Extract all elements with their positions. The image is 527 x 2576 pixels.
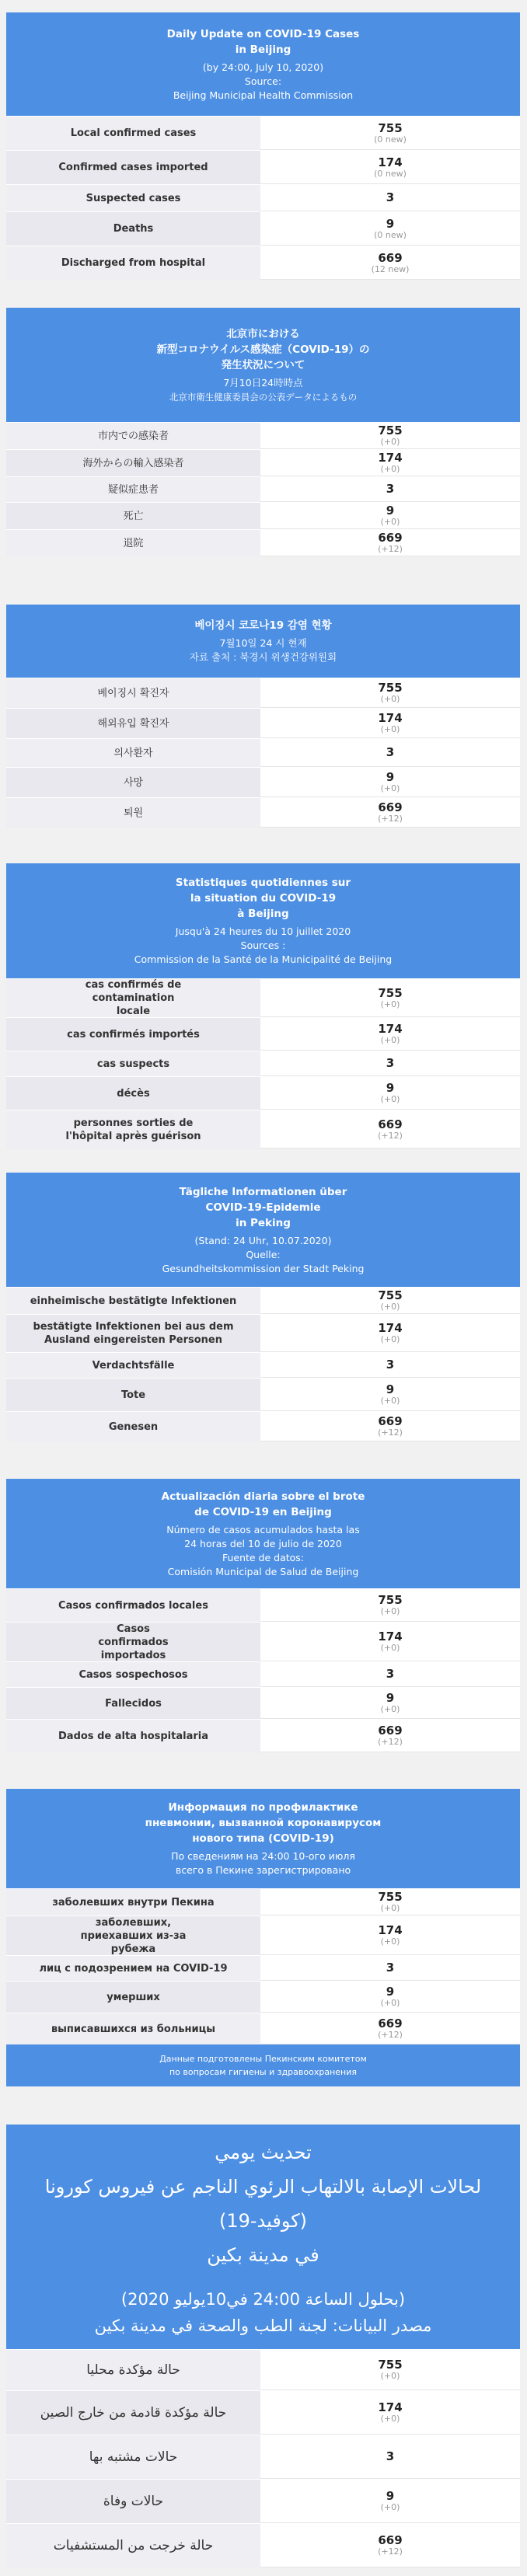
stats-table xyxy=(6,1588,520,1752)
card-subtitle: مصدر البيانات: لجنة الطب والصحة في مدينة بكين xyxy=(94,2316,432,2335)
card-title: Информация по профилактике xyxy=(168,1801,358,1814)
value-change: (+0) xyxy=(380,1035,400,1045)
row-value xyxy=(260,1412,520,1441)
card-title: de COVID-19 en Beijing xyxy=(194,1505,332,1518)
row-label: Genesen xyxy=(6,1412,260,1441)
row-value xyxy=(260,709,520,738)
row-value xyxy=(260,151,520,184)
row-value xyxy=(260,1315,520,1352)
value-number: 174 xyxy=(378,451,403,465)
value-number: 174 xyxy=(378,711,403,725)
row-label: 海外からの輸入感染者 xyxy=(6,450,260,476)
row-value xyxy=(260,2435,520,2479)
row-label: 市内での感染者 xyxy=(6,423,260,449)
value-number: 174 xyxy=(378,1923,403,1937)
row-value xyxy=(260,2350,520,2390)
value-number: 755 xyxy=(378,1593,403,1607)
row-value xyxy=(260,450,520,476)
row-value xyxy=(260,1916,520,1955)
table-row xyxy=(6,738,520,767)
stats-table xyxy=(6,116,520,280)
value-change: (+12) xyxy=(378,2030,403,2040)
value-change: (+0) xyxy=(380,1998,400,2008)
table-row xyxy=(6,502,520,529)
value-number: 9 xyxy=(386,216,395,231)
row-label: cas confirmés de contamination locale xyxy=(6,979,260,1017)
row-label: Dados de alta hospitalaria xyxy=(6,1720,260,1752)
card-english xyxy=(6,12,520,280)
value-change: (+0) xyxy=(380,1094,400,1104)
card-title: la situation du COVID-19 xyxy=(190,892,337,905)
stats-table xyxy=(6,2349,520,2567)
card-footer xyxy=(6,2044,520,2086)
value-number: 3 xyxy=(386,190,395,204)
table-row xyxy=(6,1110,520,1149)
table-row xyxy=(6,1314,520,1352)
table-row xyxy=(6,1352,520,1378)
card-title: Actualización diaria sobre el brote xyxy=(161,1490,365,1503)
row-value xyxy=(260,1110,520,1149)
value-change: (0 new) xyxy=(374,168,407,179)
value-number: 669 xyxy=(378,250,403,265)
card-japanese xyxy=(6,308,520,556)
value-number: 669 xyxy=(378,2017,403,2030)
card-title: Tägliche Informationen über xyxy=(179,1185,347,1198)
table-row xyxy=(6,1378,520,1411)
row-value xyxy=(260,1982,520,2013)
value-change: (+0) xyxy=(380,1903,400,1913)
table-row xyxy=(6,1687,520,1719)
card-subtitle: 24 horas del 10 de julio de 2020 xyxy=(184,1537,342,1549)
table-row xyxy=(6,767,520,797)
card-german xyxy=(6,1173,520,1441)
value-change: (+0) xyxy=(380,1936,400,1947)
row-value xyxy=(260,1688,520,1719)
value-number: 9 xyxy=(386,1382,395,1396)
value-change: (+0) xyxy=(380,1396,400,1406)
value-change: (+0) xyxy=(380,1302,400,1312)
card-russian xyxy=(6,1789,520,2086)
row-value xyxy=(260,2480,520,2523)
value-number: 669 xyxy=(378,1414,403,1428)
card-header xyxy=(6,12,520,116)
row-label: Suspected cases xyxy=(6,185,260,211)
value-number: 755 xyxy=(378,424,403,437)
row-label: Local confirmed cases xyxy=(6,117,260,150)
value-number: 3 xyxy=(386,2449,395,2463)
card-korean xyxy=(6,605,520,828)
table-row xyxy=(6,211,520,246)
stats-table xyxy=(6,978,520,1149)
value-number: 669 xyxy=(378,800,403,814)
row-value xyxy=(260,1889,520,1915)
table-row xyxy=(6,1981,520,2013)
row-label: einheimische bestätigte Infektionen xyxy=(6,1288,260,1314)
row-label: cas confirmés importés xyxy=(6,1018,260,1051)
card-title: нового типа (COVID-19) xyxy=(192,1832,334,1845)
table-row xyxy=(6,150,520,184)
row-value xyxy=(260,1051,520,1076)
table-row xyxy=(6,1051,520,1076)
value-number: 755 xyxy=(378,681,403,695)
value-change: (12 new) xyxy=(371,263,410,274)
row-value xyxy=(260,1353,520,1378)
value-number: 669 xyxy=(378,531,403,545)
value-change: (+12) xyxy=(378,814,403,824)
card-spanish xyxy=(6,1479,520,1752)
row-label: заболевших внутри Пекина xyxy=(6,1889,260,1915)
card-title: COVID-19-Epidemie xyxy=(205,1201,321,1214)
row-label: Casos confirmados locales xyxy=(6,1589,260,1622)
card-subtitle: 北京市衛生健康委員会の公表データによるもの xyxy=(169,391,358,403)
card-subtitle: (Stand: 24 Uhr, 10.07.2020) xyxy=(194,1234,332,1246)
table-row xyxy=(6,422,520,449)
table-row xyxy=(6,1888,520,1915)
row-label: 베이징시 확진자 xyxy=(6,678,260,708)
table-row xyxy=(6,1955,520,1981)
value-number: 3 xyxy=(386,1358,395,1372)
value-change: (+0) xyxy=(380,517,400,527)
footer-text: Данные подготовлены Пекинским комитетом xyxy=(159,2054,367,2064)
card-header xyxy=(6,1479,520,1588)
value-change: (+0) xyxy=(380,2502,400,2512)
value-number: 9 xyxy=(386,2489,395,2503)
value-number: 174 xyxy=(378,1321,403,1335)
card-subtitle: Source: xyxy=(244,75,282,87)
value-change: (+0) xyxy=(380,1606,400,1616)
value-change: (+0) xyxy=(380,437,400,447)
row-value xyxy=(260,739,520,767)
row-label: Tote xyxy=(6,1379,260,1411)
value-number: 755 xyxy=(378,120,403,135)
row-label: 해외유입 확진자 xyxy=(6,709,260,738)
row-label: Verdachtsfälle xyxy=(6,1353,260,1378)
card-subtitle: Sources : xyxy=(240,939,286,951)
card-title: 베이징시 코로나19 감염 현황 xyxy=(194,619,332,632)
row-value xyxy=(260,1956,520,1981)
card-title: Daily Update on COVID-19 Cases xyxy=(166,27,360,40)
row-label: décès xyxy=(6,1077,260,1110)
card-subtitle: Beijing Municipal Health Commission xyxy=(173,89,354,101)
value-number: 174 xyxy=(378,155,403,169)
row-label: Casos sospechosos xyxy=(6,1662,260,1687)
row-value xyxy=(260,1077,520,1110)
value-number: 174 xyxy=(378,1022,403,1036)
row-label: Deaths xyxy=(6,212,260,246)
card-subtitle: 7月10日24時時点 xyxy=(223,376,303,389)
stats-table xyxy=(6,1287,520,1441)
card-title: 発生状況について xyxy=(221,358,305,371)
row-label: Casos confirmados importados xyxy=(6,1623,260,1661)
value-change: (+0) xyxy=(380,724,400,734)
row-label: bestätigte Infektionen bei aus dem Ausland eingereisten Personen xyxy=(6,1315,260,1352)
card-title: تحديث يومي xyxy=(215,2141,312,2163)
value-change: (+0) xyxy=(380,464,400,474)
row-value xyxy=(260,212,520,246)
row-value xyxy=(260,185,520,211)
card-title: in Beijing xyxy=(235,43,291,56)
row-label: 사망 xyxy=(6,768,260,797)
value-number: 669 xyxy=(378,1724,403,1738)
card-subtitle: 자료 출처 : 북경시 위생건강위원회 xyxy=(189,651,337,663)
row-value xyxy=(260,979,520,1017)
value-change: (+12) xyxy=(378,1427,403,1438)
row-label: заболевших, приехавших из-за рубежа xyxy=(6,1916,260,1955)
row-label: 의사환자 xyxy=(6,739,260,767)
row-label: умерших xyxy=(6,1982,260,2013)
row-label: выписавшихся из больницы xyxy=(6,2013,260,2044)
card-header xyxy=(6,863,520,978)
card-title: Statistiques quotidiennes sur xyxy=(175,877,351,889)
row-label: personnes sorties de l'hôpital après guérison xyxy=(6,1110,260,1149)
value-number: 174 xyxy=(378,1630,403,1644)
table-row xyxy=(6,797,520,828)
card-header xyxy=(6,1173,520,1287)
card-subtitle: Quelle: xyxy=(246,1248,281,1260)
value-number: 669 xyxy=(378,1117,403,1131)
table-row xyxy=(6,678,520,708)
value-number: 9 xyxy=(386,1985,395,1999)
card-header xyxy=(6,308,520,422)
table-row xyxy=(6,978,520,1017)
row-label: cas suspects xyxy=(6,1051,260,1076)
value-change: (+12) xyxy=(378,1130,403,1141)
value-number: 755 xyxy=(378,1890,403,1904)
row-value xyxy=(260,530,520,556)
card-title: 新型コロナウイルス感染症（COVID-19）の xyxy=(156,343,370,356)
value-change: (0 new) xyxy=(374,134,407,145)
table-row xyxy=(6,246,520,280)
table-row xyxy=(6,2435,520,2479)
stats-table xyxy=(6,1888,520,2044)
value-change: (+0) xyxy=(380,783,400,793)
value-number: 9 xyxy=(386,504,395,518)
table-row xyxy=(6,2523,520,2567)
table-row xyxy=(6,116,520,150)
value-change: (0 new) xyxy=(374,229,407,240)
row-label: Confirmed cases imported xyxy=(6,151,260,184)
row-value xyxy=(260,423,520,449)
value-number: 755 xyxy=(378,2358,403,2372)
value-number: 9 xyxy=(386,1691,395,1705)
card-subtitle: По сведениям на 24:00 10-ого июля xyxy=(171,1850,355,1862)
row-label: 疑似症患者 xyxy=(6,477,260,502)
card-subtitle: (بحلول الساعة 24:00 في10يوليو 2020) xyxy=(120,2289,406,2309)
value-change: (+0) xyxy=(380,1334,400,1344)
card-title: пневмонии, вызванной коронавирусом xyxy=(145,1817,382,1829)
row-value xyxy=(260,1720,520,1752)
table-row xyxy=(6,529,520,556)
row-value xyxy=(260,2391,520,2435)
card-title: in Peking xyxy=(236,1216,291,1229)
value-change: (+12) xyxy=(378,2546,403,2557)
table-row xyxy=(6,708,520,738)
table-row xyxy=(6,2479,520,2523)
table-row xyxy=(6,1588,520,1622)
row-value xyxy=(260,768,520,797)
value-number: 9 xyxy=(386,1081,395,1095)
row-label: 退院 xyxy=(6,530,260,556)
table-row xyxy=(6,184,520,211)
value-change: (+12) xyxy=(378,544,403,554)
value-number: 755 xyxy=(378,985,403,1000)
card-subtitle: всего в Пекине зарегистрировано xyxy=(175,1864,351,1876)
table-row xyxy=(6,1915,520,1955)
row-value xyxy=(260,1288,520,1314)
row-label: حالات وفاة xyxy=(6,2480,260,2523)
row-label: حالة مؤكدة محليا xyxy=(6,2350,260,2390)
card-header xyxy=(6,605,520,678)
card-french xyxy=(6,863,520,1149)
footer-text: по вопросам гигиены и здравоохранения xyxy=(169,2067,358,2077)
card-title: à Beijing xyxy=(237,908,289,920)
row-value xyxy=(260,246,520,280)
table-row xyxy=(6,1661,520,1687)
table-row xyxy=(6,1017,520,1051)
row-value xyxy=(260,477,520,502)
value-number: 3 xyxy=(386,482,395,496)
table-row xyxy=(6,476,520,502)
row-label: حالات مشتبه بها xyxy=(6,2435,260,2479)
value-change: (+0) xyxy=(380,999,400,1009)
row-value xyxy=(260,1379,520,1411)
table-row xyxy=(6,2390,520,2435)
row-value xyxy=(260,2524,520,2567)
row-label: Discharged from hospital xyxy=(6,246,260,280)
value-number: 174 xyxy=(378,2400,403,2414)
row-value xyxy=(260,503,520,529)
card-subtitle: Gesundheitskommission der Stadt Peking xyxy=(162,1262,365,1274)
value-number: 3 xyxy=(386,1961,395,1975)
value-change: (+0) xyxy=(380,694,400,704)
table-row xyxy=(6,1411,520,1441)
value-number: 3 xyxy=(386,745,395,759)
row-value xyxy=(260,1623,520,1661)
value-number: 9 xyxy=(386,770,395,784)
card-title: في مدينة بكين xyxy=(207,2243,319,2266)
row-value xyxy=(260,1662,520,1687)
value-number: 3 xyxy=(386,1056,395,1070)
card-subtitle: Jusqu'à 24 heures du 10 juillet 2020 xyxy=(175,925,351,937)
row-label: حالة خرجت من المستشفيات xyxy=(6,2524,260,2567)
table-row xyxy=(6,1622,520,1661)
row-label: Fallecidos xyxy=(6,1688,260,1719)
table-row xyxy=(6,1719,520,1752)
value-number: 755 xyxy=(378,1288,403,1302)
row-value xyxy=(260,2013,520,2044)
card-title: 北京市における xyxy=(226,327,300,340)
row-value xyxy=(260,1589,520,1622)
row-label: лиц с подозрением на COVID-19 xyxy=(6,1956,260,1981)
table-row xyxy=(6,1076,520,1110)
value-number: 3 xyxy=(386,1667,395,1681)
card-subtitle: (by 24:00, July 10, 2020) xyxy=(202,61,324,73)
value-change: (+0) xyxy=(380,1704,400,1714)
value-change: (+0) xyxy=(380,1643,400,1653)
table-row xyxy=(6,2013,520,2044)
table-row xyxy=(6,1287,520,1314)
card-subtitle: 7월10일 24 시 현재 xyxy=(219,637,307,649)
card-subtitle: Commission de la Santé de la Municipalité de Beijing xyxy=(134,953,393,965)
row-label: 死亡 xyxy=(6,503,260,529)
card-subtitle: Comisión Municipal de Salud de Beijing xyxy=(167,1565,359,1577)
stats-table xyxy=(6,422,520,556)
table-row xyxy=(6,449,520,476)
row-value xyxy=(260,798,520,828)
row-label: 퇴원 xyxy=(6,798,260,828)
value-change: (+0) xyxy=(380,2371,400,2381)
row-value xyxy=(260,1018,520,1051)
value-number: 669 xyxy=(378,2533,403,2547)
card-arabic xyxy=(6,2125,520,2567)
card-header xyxy=(6,1789,520,1888)
value-change: (+0) xyxy=(380,2414,400,2424)
value-change: (+12) xyxy=(378,1737,403,1747)
row-value xyxy=(260,117,520,150)
table-row xyxy=(6,2349,520,2390)
stats-table xyxy=(6,678,520,828)
row-label: حالة مؤكدة قادمة من خارج الصين xyxy=(6,2391,260,2435)
card-subtitle: Fuente de datos: xyxy=(222,1551,305,1563)
card-subtitle: Número de casos acumulados hasta las xyxy=(166,1523,360,1535)
row-value xyxy=(260,678,520,708)
card-header xyxy=(6,2125,520,2349)
card-title: لحالات الإصابة بالالتهاب الرئوي الناجم عن فيروس كورونا (كوفيد-19) xyxy=(44,2175,482,2232)
